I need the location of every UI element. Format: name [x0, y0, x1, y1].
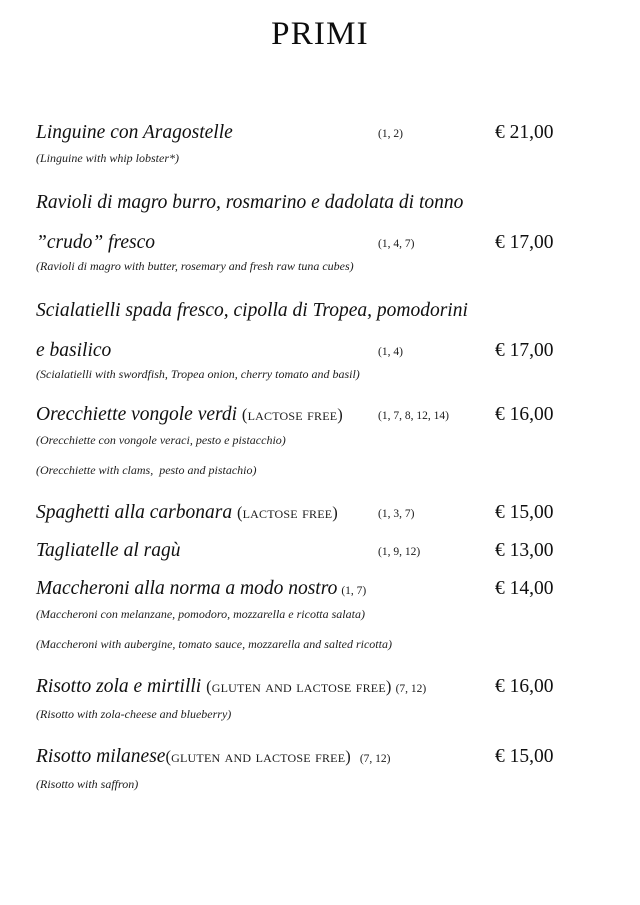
dish-name: [36, 405, 343, 425]
dish-description: (Scialatielli with swordfish, Tropea onion, cherry tomato and basil): [36, 367, 360, 381]
allergen-codes: (1, 7, 8, 12, 14): [378, 409, 449, 422]
dish-price: € 15,00: [495, 501, 554, 523]
dish-line: [36, 492, 626, 522]
dish-line: [36, 290, 626, 320]
dish-description: (Risotto with saffron): [36, 777, 139, 791]
allergen-codes: (1, 2): [378, 127, 403, 140]
dish-line-continuation: [36, 212, 626, 252]
dish-description: (Orecchiette con vongole veraci, pesto e pistacchio): [36, 433, 286, 447]
dish-description: (Orecchiette with clams, pesto and pistachio): [36, 463, 257, 477]
dish-description: (Ravioli di magro with butter, rosemary and fresh raw tuna cubes): [36, 259, 354, 273]
menu-item-maccheroni-alla-norma[interactable]: [0, 568, 640, 650]
menu-item-linguine-con-aragostelle[interactable]: [0, 112, 640, 164]
allergen-codes: (1, 3, 7): [378, 507, 415, 520]
allergen-codes: (7, 12): [395, 682, 427, 695]
page-title: PRIMI: [271, 16, 369, 52]
dish-price: € 17,00: [495, 231, 554, 253]
dietary-tag: (gluten and lactose free): [165, 746, 351, 766]
dish-name-text: Risotto milanese: [36, 745, 166, 767]
dish-name-text: Risotto zola e mirtilli: [36, 675, 202, 697]
allergen-codes: (1, 9, 12): [378, 545, 421, 558]
dish-description: (Risotto with zola-cheese and blueberry): [36, 707, 232, 721]
dish-description: (Linguine with whip lobster*): [36, 151, 180, 165]
dish-name: Ravioli di magro burro, rosmarino e dadolata di tonno: [36, 191, 464, 213]
dish-price: € 15,00: [495, 745, 554, 767]
dish-description: (Maccheroni with aubergine, tomato sauce, mozzarella and salted ricotta): [36, 637, 392, 651]
dish-description: (Maccheroni con melanzane, pomodoro, mozzarella e ricotta salata): [36, 607, 365, 621]
dish-name-text: Maccheroni alla norma a modo nostro: [36, 577, 338, 599]
dish-name-text: Spaghetti alla carbonara: [36, 501, 233, 523]
dish-name-line2: ”crudo” fresco: [36, 231, 155, 253]
menu-item-tagliatelle-al-ragu[interactable]: [0, 530, 640, 560]
menu-list: [0, 112, 640, 790]
dish-name: Linguine con Aragostelle: [36, 121, 233, 143]
dish-price: € 13,00: [495, 539, 554, 561]
dietary-tag: (lactose free): [241, 404, 343, 424]
dish-name-line2: e basilico: [36, 339, 112, 361]
dish-line: [36, 182, 626, 212]
dish-name: Scialatielli spada fresco, cipolla di Tropea, pomodorini: [36, 299, 468, 321]
dish-name: [36, 677, 426, 697]
dish-line: [36, 568, 626, 598]
dish-line: [36, 530, 626, 560]
menu-item-scialatielli-spada-fresco[interactable]: [0, 290, 640, 380]
menu-item-ravioli-di-magro[interactable]: [0, 182, 640, 272]
dish-name: [36, 503, 338, 523]
dish-line-continuation: [36, 320, 626, 360]
dish-name: Tagliatelle al ragù: [36, 539, 181, 561]
dish-name: [36, 579, 366, 599]
menu-item-spaghetti-alla-carbonara[interactable]: [0, 492, 640, 522]
menu-item-risotto-zola-e-mirtilli[interactable]: [0, 666, 640, 720]
dietary-tag: (lactose free): [236, 502, 338, 522]
dish-price: € 14,00: [495, 577, 554, 599]
dish-name: [36, 747, 390, 767]
menu-item-orecchiette-vongole-verdi[interactable]: [0, 394, 640, 476]
allergen-codes: (1, 4): [378, 345, 403, 358]
dish-line: [36, 394, 626, 424]
dish-price: € 17,00: [495, 339, 554, 361]
dish-name-text: Orecchiette vongole verdi: [36, 403, 238, 425]
dish-price: € 16,00: [495, 675, 554, 697]
dish-price: € 16,00: [495, 403, 554, 425]
allergen-codes: (7, 12): [359, 752, 391, 765]
dietary-tag: (gluten and lactose free): [206, 676, 392, 696]
dish-line: [36, 666, 626, 696]
allergen-codes: (1, 4, 7): [378, 237, 415, 250]
dish-price: € 21,00: [495, 121, 554, 143]
dish-line: [36, 112, 626, 142]
menu-item-risotto-milanese[interactable]: [0, 736, 640, 790]
allergen-codes: (1, 7): [341, 584, 367, 597]
dish-line: [36, 736, 626, 766]
